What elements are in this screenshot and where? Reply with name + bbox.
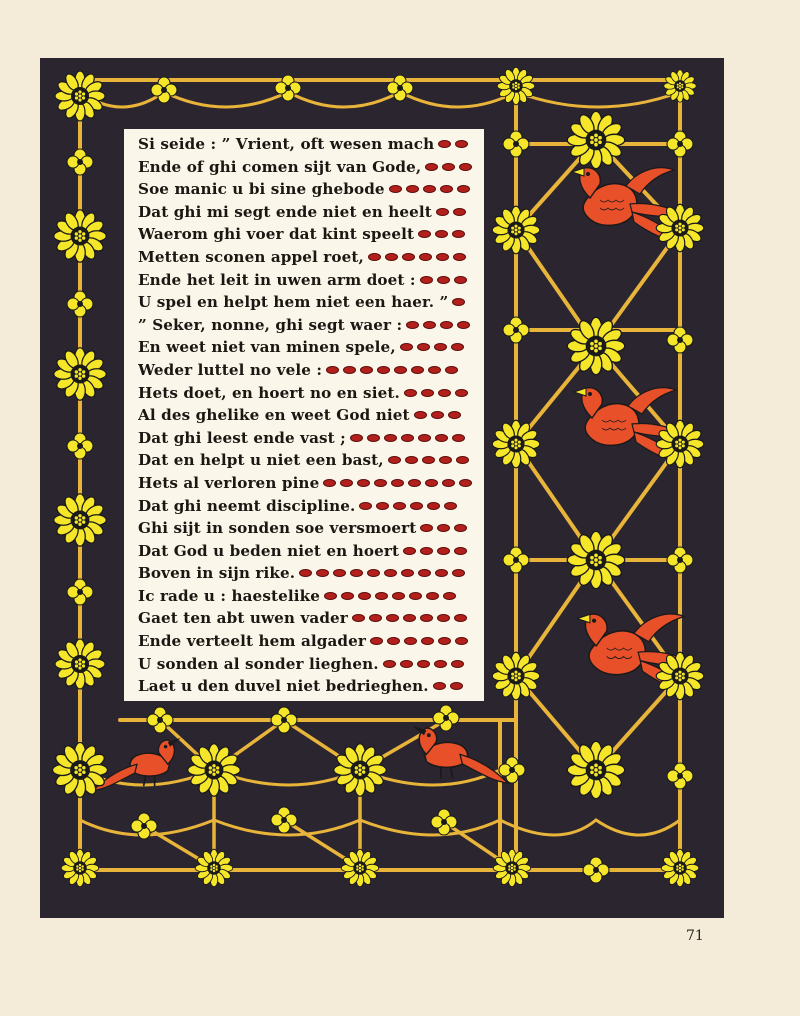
leaf-filler [366, 632, 468, 650]
red-leaf-icon [422, 456, 435, 464]
red-leaf-icon [418, 230, 431, 238]
red-leaf-icon [374, 479, 387, 487]
red-leaf-icon [459, 479, 472, 487]
red-leaf-icon [439, 456, 452, 464]
red-leaf-icon [408, 479, 421, 487]
leaf-filler [400, 384, 468, 402]
red-leaf-icon [452, 569, 465, 577]
red-leaf-icon [405, 456, 418, 464]
red-leaf-icon [358, 592, 371, 600]
red-leaf-icon [444, 502, 457, 510]
verse-line [138, 540, 478, 563]
red-leaf-icon [455, 389, 468, 397]
red-leaf-icon [400, 660, 413, 668]
red-leaf-icon [377, 366, 390, 374]
red-leaf-icon [375, 592, 388, 600]
verse-line-text: Hets al verloren pine [138, 473, 320, 492]
red-leaf-icon [450, 682, 463, 690]
red-leaf-icon [403, 547, 416, 555]
leaf-filler [355, 497, 457, 515]
leaf-filler [384, 451, 469, 469]
leaf-filler [319, 474, 472, 492]
leaf-filler [385, 180, 470, 198]
red-leaf-icon [428, 366, 441, 374]
red-leaf-icon [411, 366, 424, 374]
red-leaf-icon [385, 253, 398, 261]
verse-line-text: Gaet ten abt uwen vader [138, 609, 348, 628]
verse-line-text: U sonden al sonder lieghen. [138, 654, 379, 673]
verse-line-text: Ende of ghi comen sijt van Gode, [138, 157, 422, 176]
red-leaf-icon [420, 276, 433, 284]
red-leaf-icon [437, 547, 450, 555]
red-leaf-icon [421, 389, 434, 397]
red-leaf-icon [343, 366, 356, 374]
red-leaf-icon [443, 592, 456, 600]
leaf-filler [432, 203, 466, 221]
red-leaf-icon [427, 502, 440, 510]
red-leaf-icon [434, 660, 447, 668]
red-leaf-icon [440, 185, 453, 193]
red-leaf-icon [376, 502, 389, 510]
verse-line-text: Ende verteelt hem algader [138, 632, 367, 651]
leaf-filler [295, 564, 465, 582]
leaf-filler [322, 361, 458, 379]
red-leaf-icon [451, 660, 464, 668]
red-leaf-icon [393, 502, 406, 510]
red-leaf-icon [435, 434, 448, 442]
red-leaf-icon [435, 230, 448, 238]
red-leaf-icon [406, 185, 419, 193]
verse-line [138, 133, 478, 156]
red-leaf-icon [360, 366, 373, 374]
red-leaf-icon [420, 614, 433, 622]
verse-line [138, 246, 478, 269]
red-leaf-icon [352, 614, 365, 622]
red-leaf-icon [438, 637, 451, 645]
verse-line-text: Dat en helpt u niet een bast, [138, 451, 384, 470]
red-leaf-icon [419, 253, 432, 261]
red-leaf-icon [370, 637, 383, 645]
red-leaf-icon [340, 479, 353, 487]
red-leaf-icon [389, 185, 402, 193]
red-leaf-icon [452, 434, 465, 442]
red-leaf-icon [299, 569, 312, 577]
red-leaf-icon [457, 185, 470, 193]
verse-line-text: Soe manic u bi sine ghebode [138, 180, 385, 199]
verse-line-text: Boven in sijn rike. [138, 564, 296, 583]
red-leaf-icon [454, 614, 467, 622]
red-leaf-icon [438, 140, 451, 148]
verse-line-text: Metten sconen appel roet, [138, 247, 364, 266]
red-leaf-icon [425, 163, 438, 171]
red-leaf-icon [414, 411, 427, 419]
verse-line [138, 562, 478, 585]
verse-line [138, 269, 478, 292]
verse-line-text: Ic rade u : haestelike [138, 586, 320, 605]
verse-line [138, 178, 478, 201]
red-leaf-icon [316, 569, 329, 577]
red-leaf-icon [453, 253, 466, 261]
red-leaf-icon [418, 569, 431, 577]
red-leaf-icon [386, 614, 399, 622]
red-leaf-icon [369, 614, 382, 622]
red-leaf-icon [438, 389, 451, 397]
red-leaf-icon [402, 253, 415, 261]
red-leaf-icon [437, 276, 450, 284]
red-leaf-icon [384, 569, 397, 577]
verse-line-text: U spel en helpt hem niet een haer. ” [138, 293, 449, 312]
page-number: 71 [686, 928, 704, 944]
verse-line [138, 223, 478, 246]
red-leaf-icon [426, 592, 439, 600]
verse-line [138, 517, 478, 540]
verse-line [138, 359, 478, 382]
red-leaf-icon [404, 637, 417, 645]
red-leaf-icon [456, 456, 469, 464]
red-leaf-icon [455, 140, 468, 148]
red-leaf-icon [323, 479, 336, 487]
leaf-filler [346, 429, 465, 447]
verse-line [138, 156, 478, 179]
red-leaf-icon [367, 569, 380, 577]
red-leaf-icon [388, 456, 401, 464]
red-leaf-icon [454, 276, 467, 284]
verse-line-text: En weet niet van minen spele, [138, 338, 396, 357]
verse-line-text: Dat ghi leest ende vast ; [138, 428, 346, 447]
verse-line [138, 495, 478, 518]
red-leaf-icon [440, 321, 453, 329]
verse-line-text: Weder luttel no vele : [138, 360, 323, 379]
leaf-filler [399, 542, 467, 560]
verse-line-text: Al des ghelike en weet God niet [138, 406, 410, 425]
red-leaf-icon [421, 637, 434, 645]
red-leaf-icon [423, 321, 436, 329]
red-leaf-icon [420, 524, 433, 532]
red-leaf-icon [333, 569, 346, 577]
red-leaf-icon [442, 163, 455, 171]
red-leaf-icon [383, 660, 396, 668]
red-leaf-icon [403, 614, 416, 622]
leaf-filler [396, 338, 464, 356]
red-leaf-icon [401, 434, 414, 442]
verse-line-text: Si seide : ” Vrient, oft wesen mach [138, 135, 435, 153]
verse-line [138, 201, 478, 224]
red-leaf-icon [437, 524, 450, 532]
leaf-filler [348, 609, 467, 627]
leaf-filler [414, 225, 465, 243]
red-leaf-icon [404, 389, 417, 397]
red-leaf-icon [451, 343, 464, 351]
leaf-filler [364, 248, 466, 266]
red-leaf-icon [418, 434, 431, 442]
red-leaf-icon [452, 230, 465, 238]
verse-line [138, 630, 478, 653]
red-leaf-icon [417, 343, 430, 351]
verse-line-text: ” Seker, nonne, ghi segt waer : [138, 315, 403, 334]
red-leaf-icon [425, 479, 438, 487]
verse-line-text: Ghi sijt in sonden soe versmoert [138, 519, 417, 538]
red-leaf-icon [420, 547, 433, 555]
verse-line-text: Laet u den duvel niet bedrieghen. [138, 677, 429, 696]
red-leaf-icon [433, 682, 446, 690]
leaf-filler [379, 655, 464, 673]
red-leaf-icon [455, 637, 468, 645]
verse-line-text: Ende het leit in uwen arm doet : [138, 270, 416, 289]
leaf-filler [416, 519, 467, 537]
red-leaf-icon [436, 253, 449, 261]
red-leaf-icon [417, 660, 430, 668]
red-leaf-icon [391, 479, 404, 487]
leaf-filler [429, 677, 463, 695]
verse-line [138, 404, 478, 427]
verse-line [138, 653, 478, 676]
verse-line [138, 449, 478, 472]
red-leaf-icon [454, 524, 467, 532]
red-leaf-icon [326, 366, 339, 374]
red-leaf-icon [410, 502, 423, 510]
leaf-filler [421, 158, 472, 176]
red-leaf-icon [434, 343, 447, 351]
red-leaf-icon [341, 592, 354, 600]
red-leaf-icon [350, 434, 363, 442]
verse-line [138, 291, 478, 314]
verse-line-text: Dat God u beden niet en hoert [138, 541, 400, 560]
verse-line [138, 607, 478, 630]
verse-panel [124, 129, 484, 701]
leaf-filler [410, 406, 461, 424]
red-leaf-icon [401, 569, 414, 577]
verse-line [138, 336, 478, 359]
verse-line-text: Waerom ghi voer dat kint speelt [138, 225, 415, 244]
red-leaf-icon [448, 411, 461, 419]
red-leaf-icon [453, 208, 466, 216]
leaf-filler [448, 293, 465, 311]
red-leaf-icon [324, 592, 337, 600]
leaf-filler [320, 587, 456, 605]
red-leaf-icon [409, 592, 422, 600]
leaf-filler [416, 271, 467, 289]
red-leaf-icon [423, 185, 436, 193]
verse-line-text: Dat ghi mi segt ende niet en heelt [138, 202, 432, 221]
red-leaf-icon [367, 434, 380, 442]
verse-line [138, 675, 478, 698]
verse-line-text: Dat ghi neemt discipline. [138, 496, 356, 515]
red-leaf-icon [350, 569, 363, 577]
red-leaf-icon [454, 547, 467, 555]
red-leaf-icon [436, 208, 449, 216]
verse-line-text: Hets doet, en hoert no en siet. [138, 383, 400, 402]
red-leaf-icon [406, 321, 419, 329]
verse-line [138, 382, 478, 405]
red-leaf-icon [431, 411, 444, 419]
red-leaf-icon [384, 434, 397, 442]
red-leaf-icon [400, 343, 413, 351]
red-leaf-icon [392, 592, 405, 600]
red-leaf-icon [457, 321, 470, 329]
verse-line [138, 472, 478, 495]
verse-line [138, 314, 478, 337]
red-leaf-icon [368, 253, 381, 261]
red-leaf-icon [359, 502, 372, 510]
red-leaf-icon [445, 366, 458, 374]
leaf-filler [402, 316, 470, 334]
red-leaf-icon [442, 479, 455, 487]
red-leaf-icon [357, 479, 370, 487]
red-leaf-icon [459, 163, 472, 171]
verse-line [138, 585, 478, 608]
leaf-filler [434, 135, 468, 153]
red-leaf-icon [452, 298, 465, 306]
red-leaf-icon [435, 569, 448, 577]
verse-line [138, 427, 478, 450]
red-leaf-icon [437, 614, 450, 622]
red-leaf-icon [387, 637, 400, 645]
red-leaf-icon [394, 366, 407, 374]
